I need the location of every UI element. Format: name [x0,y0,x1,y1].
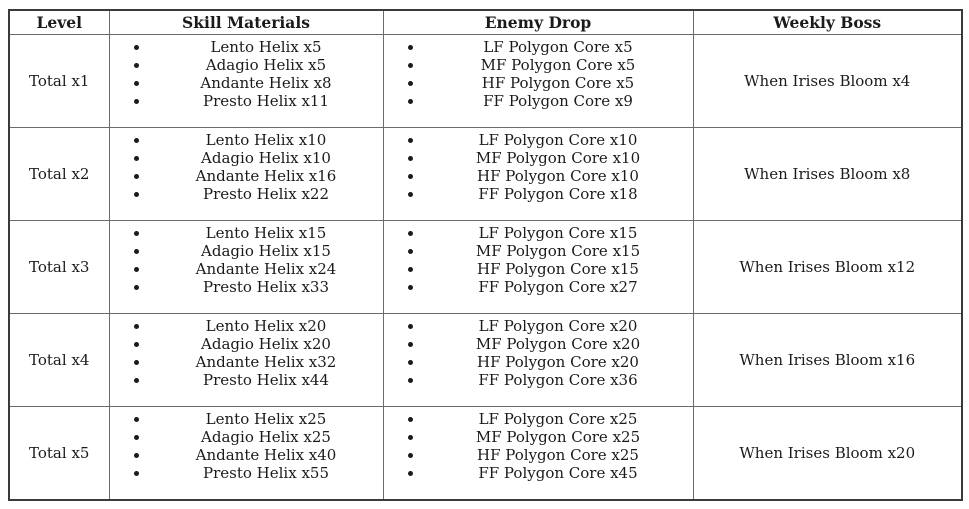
list-item: • Presto Helix x11 [150,92,383,110]
enemy-drop-cell [383,34,693,127]
list-item: • Andante Helix x8 [150,74,383,92]
weekly-boss-cell: When Irises Bloom x16 [693,313,962,406]
list-item: • Adagio Helix x20 [150,335,383,353]
level-cell: Total x3 [9,220,109,313]
list-item: • Andante Helix x24 [150,260,383,278]
header-enemy-drop: Enemy Drop [383,10,693,34]
header-weekly-boss: Weekly Boss [693,10,962,34]
skill-materials-cell [109,220,383,313]
skill-materials-list [110,224,383,296]
list-item: • Lento Helix x10 [150,131,383,149]
enemy-drop-list [384,224,693,296]
list-item: • FF Polygon Core x45 [424,464,693,482]
table-row [9,127,962,220]
list-item: • HF Polygon Core x5 [424,74,693,92]
level-cell: Total x4 [9,313,109,406]
list-item: • LF Polygon Core x25 [424,410,693,428]
table-body [9,34,962,500]
weekly-boss-cell: When Irises Bloom x20 [693,406,962,500]
list-item: • Andante Helix x32 [150,353,383,371]
list-item: • Presto Helix x55 [150,464,383,482]
header-skill-materials: Skill Materials [109,10,383,34]
list-item: • Adagio Helix x10 [150,149,383,167]
list-item: • MF Polygon Core x10 [424,149,693,167]
table-row [9,406,962,500]
ascension-materials-table [8,9,963,501]
weekly-boss-cell: When Irises Bloom x4 [693,34,962,127]
skill-materials-cell [109,313,383,406]
skill-materials-list [110,317,383,389]
list-item: • HF Polygon Core x15 [424,260,693,278]
list-item: • FF Polygon Core x27 [424,278,693,296]
list-item: • Lento Helix x20 [150,317,383,335]
table-header [9,10,962,34]
enemy-drop-list [384,131,693,203]
list-item: • MF Polygon Core x5 [424,56,693,74]
enemy-drop-cell [383,406,693,500]
skill-materials-cell [109,34,383,127]
table-row [9,220,962,313]
enemy-drop-cell [383,127,693,220]
skill-materials-cell [109,127,383,220]
level-cell: Total x2 [9,127,109,220]
enemy-drop-cell [383,313,693,406]
table-row [9,313,962,406]
skill-materials-list [110,131,383,203]
skill-materials-cell [109,406,383,500]
list-item: • LF Polygon Core x5 [424,38,693,56]
list-item: • Andante Helix x40 [150,446,383,464]
list-item: • Presto Helix x22 [150,185,383,203]
list-item: • MF Polygon Core x25 [424,428,693,446]
list-item: • HF Polygon Core x20 [424,353,693,371]
list-item: • HF Polygon Core x10 [424,167,693,185]
header-row [9,10,962,34]
level-cell: Total x1 [9,34,109,127]
list-item: • HF Polygon Core x25 [424,446,693,464]
enemy-drop-list [384,317,693,389]
list-item: • Adagio Helix x5 [150,56,383,74]
list-item: • MF Polygon Core x15 [424,242,693,260]
list-item: • Andante Helix x16 [150,167,383,185]
list-item: • FF Polygon Core x18 [424,185,693,203]
list-item: • FF Polygon Core x36 [424,371,693,389]
list-item: • LF Polygon Core x20 [424,317,693,335]
skill-materials-list [110,410,383,482]
weekly-boss-cell: When Irises Bloom x8 [693,127,962,220]
skill-materials-list [110,38,383,110]
list-item: • FF Polygon Core x9 [424,92,693,110]
list-item: • Lento Helix x15 [150,224,383,242]
list-item: • Adagio Helix x15 [150,242,383,260]
list-item: • Presto Helix x44 [150,371,383,389]
list-item: • MF Polygon Core x20 [424,335,693,353]
enemy-drop-list [384,38,693,110]
list-item: • LF Polygon Core x10 [424,131,693,149]
list-item: • LF Polygon Core x15 [424,224,693,242]
table-row [9,34,962,127]
list-item: • Lento Helix x25 [150,410,383,428]
header-level: Level [9,10,109,34]
enemy-drop-list [384,410,693,482]
list-item: • Presto Helix x33 [150,278,383,296]
enemy-drop-cell [383,220,693,313]
weekly-boss-cell: When Irises Bloom x12 [693,220,962,313]
list-item: • Adagio Helix x25 [150,428,383,446]
level-cell: Total x5 [9,406,109,500]
list-item: • Lento Helix x5 [150,38,383,56]
